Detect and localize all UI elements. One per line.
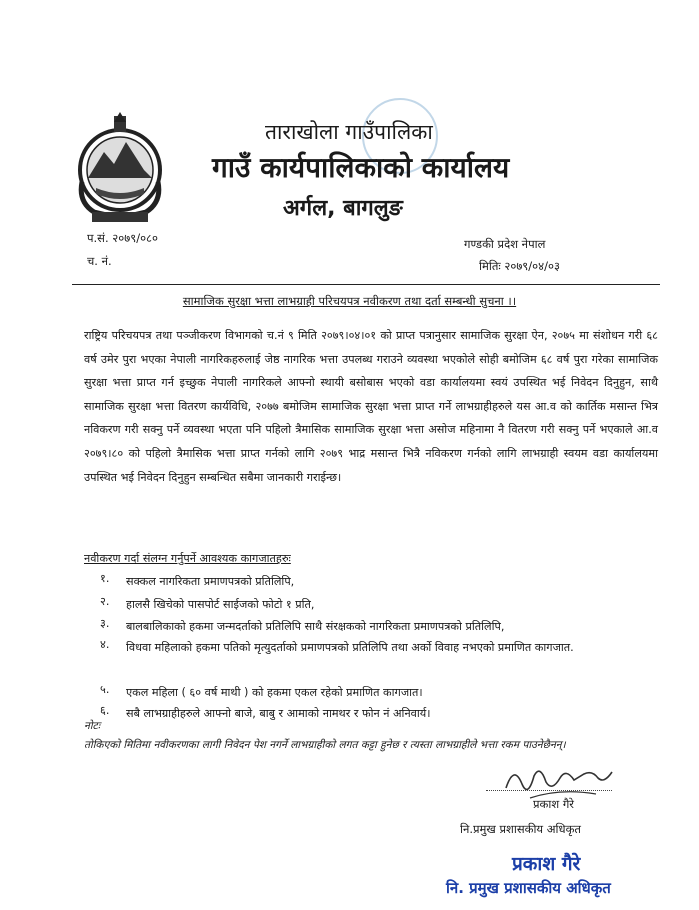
list-item-number: ३.: [100, 617, 110, 630]
office-address: अर्गल, बागलुङ: [283, 196, 403, 221]
list-item-number: २.: [100, 595, 110, 608]
note-text: तोकिएको मितिमा नवीकरणका लागी निवेदन पेश नगर्ने लाभग्राहीको लगत कट्टा हुनेछ र त्यस्ता लाभग्राहीले भत्ता रकम पाउनेछैनन्।: [84, 739, 566, 751]
signer-name: प्रकाश गैरे: [533, 797, 575, 811]
list-item-number: ६.: [100, 704, 110, 717]
dispatch-number: च. नं.: [87, 254, 112, 268]
notice-subject: सामाजिक सुरक्षा भत्ता लाभग्राही परिचयपत्र नवीकरण तथा दर्ता सम्बन्धी सुचना ।।: [182, 294, 517, 308]
stamp-designation: नि. प्रमुख प्रशासकीय अधिकृत: [446, 879, 611, 897]
list-item-text: विधवा महिलाको हकमा पतिको मृत्युदर्ताको प्रमाणपत्रको प्रतिलिपि तथा अर्को विवाह नभएको प्रमाणित कागजात.: [126, 641, 574, 654]
list-item-text: एकल महिला ( ६० वर्ष माथी ) को हकमा एकल रहेको प्रमाणित कागजात।: [126, 686, 423, 699]
stamp-name: प्रकाश गैरे: [512, 853, 581, 875]
list-item-text: सबै लाभग्राहीहरुले आफ्नो बाजे, बाबु र आमाको नामथर र फोन नं अनिवार्य।: [126, 707, 431, 720]
office-title-line2: गाउँ कार्यपालिकाको कार्यालय: [212, 151, 510, 184]
list-item-text: बालबालिकाको हकमा जन्मदर्ताको प्रतिलिपि साथै संरक्षकको नागरिकता प्रमाणपत्रको प्रतिलिपि,: [126, 620, 505, 633]
documents-heading: नवीकरण गर्दा संलग्न गर्नुपर्ने आवश्यक कागजातहरुः: [84, 552, 291, 565]
office-title-line1: ताराखोला गाउँपालिका: [265, 120, 433, 144]
list-item-number: ४.: [100, 638, 110, 651]
list-item-number: १.: [100, 572, 110, 585]
reference-number: प.सं. २०७९/०८०: [87, 231, 159, 245]
list-item-number: ५.: [100, 683, 110, 696]
signature-line: [486, 790, 612, 791]
list-item-text: हालसै खिचेको पासपोर्ट साईजको फोटो १ प्रति,: [126, 598, 315, 611]
note-label: नोटः: [84, 720, 100, 732]
letter-date: मितिः २०७९/०४/०३: [479, 259, 560, 273]
government-emblem-icon: [74, 112, 166, 224]
notice-body: राष्ट्रिय परिचयपत्र तथा पञ्जीकरण विभागको च.नं ९ मिति २०७९।०४।०१ को प्राप्त पत्रानुसार सामाजिक सुरक्षा ऐन, २०७५ मा संशोधन गरी ६८ वर्ष उमेर पुरा भएका नेपाली नागरिकहरुलाई जेष्ठ नागरिक भत्ता उपलब्ध गराउने व्यवस्था भएकोले सोही बमोजिम ६८ वर्ष पुरा गरेका सामाजिक सुरक्षा भत्ता प्राप्त गर्न इच्छुक नेपाली नागरिकले आफ्नो स्थायी बसोबास भएको वडा कार्यालयमा स्वयं उपस्थित भई निवेदन दिनुहुन, साथै सामाजिक सुरक्षा भत्ता वितरण कार्यविधि, २०७७ बमोजिम सामाजिक सुरक्षा भत्ता प्राप्त गर्ने लाभग्राहीहरुले यस आ.व को कार्तिक मसान्त भित्र नविकरण गरी सक्नु पर्ने व्यवस्था भएता पनि पहिलो त्रैमासिक सामाजिक सुरक्षा भत्ता असोज महिनामा नै वितरण गरी सक्नु पर्ने भएकाले आ.व २०७९।८० को पहिलो त्रैमासिक भत्ता प्राप्त गर्नको लागि २०७९ भाद्र मसान्त भित्रै नविकरण गर्नको लागि लाभग्राही स्वयम वडा कार्यालयमा उपस्थित भई निवेदन दिनुहुन सम्बन्धित सबैमा जानकारी गराईन्छ।: [84, 329, 658, 484]
signer-designation: नि.प्रमुख प्रशासकीय अधिकृत: [460, 822, 581, 836]
header-divider: [72, 284, 660, 285]
list-item-text: सक्कल नागरिकता प्रमाणपत्रको प्रतिलिपि,: [126, 575, 295, 588]
province-name: गण्डकी प्रदेश नेपाल: [464, 237, 546, 251]
